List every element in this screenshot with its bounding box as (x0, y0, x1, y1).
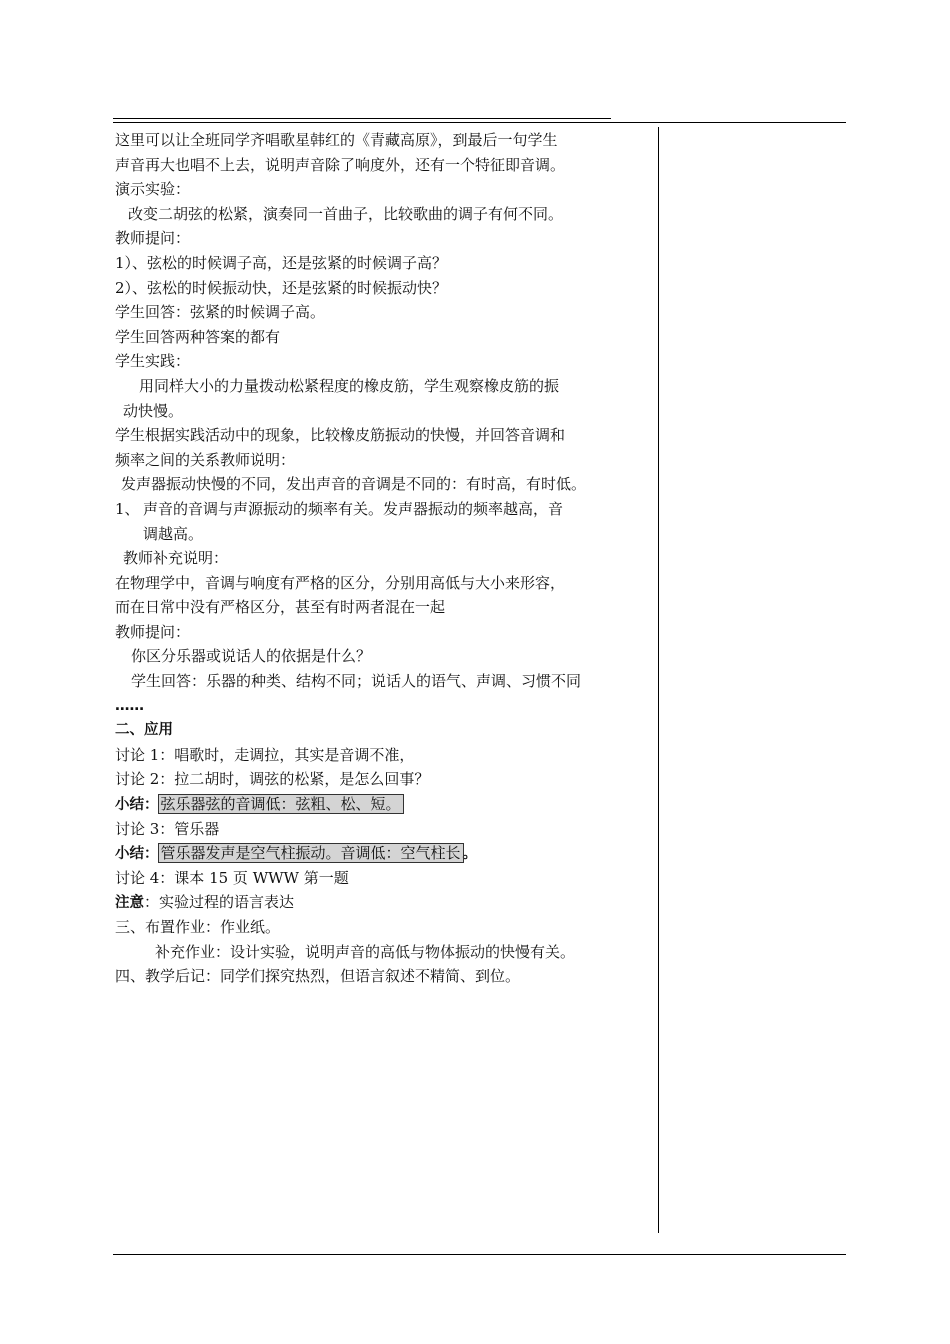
section-label: 演示实验： (115, 180, 191, 199)
numbered-item (115, 497, 655, 522)
text-line: 动快慢。 (123, 401, 184, 420)
note-line (115, 890, 655, 915)
text-line: 学生回答：弦紧的时候调子高。 (115, 303, 326, 322)
top-rule-long (113, 122, 846, 123)
text-line: 发声器振动快慢的不同，发出声音的音调是不同的：有时高，有时低。 (121, 475, 587, 494)
text-line: 在物理学中，音调与响度有严格的区分，分别用高低与大小来形容， (115, 573, 566, 592)
discussion-item: 讨论 3：管乐器 (115, 819, 220, 838)
item-number: 1、 (115, 499, 140, 518)
lesson-content (115, 128, 655, 989)
text-line: 调越高。 (143, 524, 204, 543)
summary-text: 弦乐器弦的音调低：弦粗、松、短。 (160, 795, 401, 814)
section-heading: 三、布置作业：作业纸。 (115, 918, 281, 936)
summary-line (115, 841, 655, 866)
discussion-item: 讨论 4：课本 15 页 WWW 第一题 (115, 868, 349, 887)
text-line: 你区分乐器或说话人的依据是什么？ (131, 647, 372, 666)
bottom-rule (113, 1254, 846, 1255)
text-line: 而在日常中没有严格区分，甚至有时两者混在一起 (115, 598, 446, 617)
discussion-item: 讨论 2：拉二胡时，调弦的松紧，是怎么回事？ (115, 770, 430, 789)
text-line: 学生回答两种答案的都有 (115, 327, 281, 346)
section-heading: 二、应用 (115, 722, 173, 739)
text-line: 声音再大也唱不上去，说明声音除了响度外，还有一个特征即音调。 (115, 155, 566, 174)
summary-tail: 。 (462, 846, 478, 863)
column-divider (658, 127, 659, 1233)
text-line: 这里可以让全班同学齐唱歌星韩红的《青藏高原》，到最后一句学生 (115, 131, 558, 149)
discussion-item: 讨论 1：唱歌时，走调拉，其实是音调不准， (115, 745, 415, 764)
section-label: 学生实践： (115, 352, 191, 371)
item-text: 声音的音调与声源振动的频率有关。发声器振动的频率越高，音 (143, 499, 564, 518)
text-line: 补充作业：设计实验，说明声音的高低与物体振动的快慢有关。 (155, 942, 576, 961)
text-line: 频率之间的关系教师说明： (115, 450, 296, 469)
top-rule-short (113, 118, 611, 119)
text-line: 学生回答：乐器的种类、结构不同；说话人的语气、声调、习惯不同 (131, 672, 582, 691)
question-item: 1）、弦松的时候调子高，还是弦紧的时候调子高？ (115, 253, 448, 272)
summary-label: 小结： (115, 797, 159, 814)
summary-text: 管乐器发声是空气柱振动。音调低：空气柱长 (160, 844, 461, 863)
text-line: 用同样大小的力量拨动松紧程度的橡皮筋，学生观察橡皮筋的振 (139, 376, 560, 395)
ellipsis: …… (115, 697, 144, 714)
section-label: 教师补充说明： (123, 549, 229, 568)
section-label: 教师提问： (115, 622, 191, 641)
text-line: 改变二胡弦的松紧，演奏同一首曲子，比较歌曲的调子有何不同。 (128, 204, 564, 223)
summary-label: 小结： (115, 846, 159, 863)
summary-line (115, 792, 655, 817)
question-item: 2）、弦松的时候振动快，还是弦紧的时候振动快？ (115, 278, 448, 297)
note-label: 注意 (115, 895, 144, 912)
section-heading: 四、教学后记：同学们探究热烈，但语言叙述不精简、到位。 (115, 967, 521, 986)
note-text: ：实验过程的语言表达 (144, 893, 295, 912)
section-label: 教师提问： (115, 229, 191, 248)
text-line: 学生根据实践活动中的现象，比较橡皮筋振动的快慢，并回答音调和 (115, 426, 566, 445)
